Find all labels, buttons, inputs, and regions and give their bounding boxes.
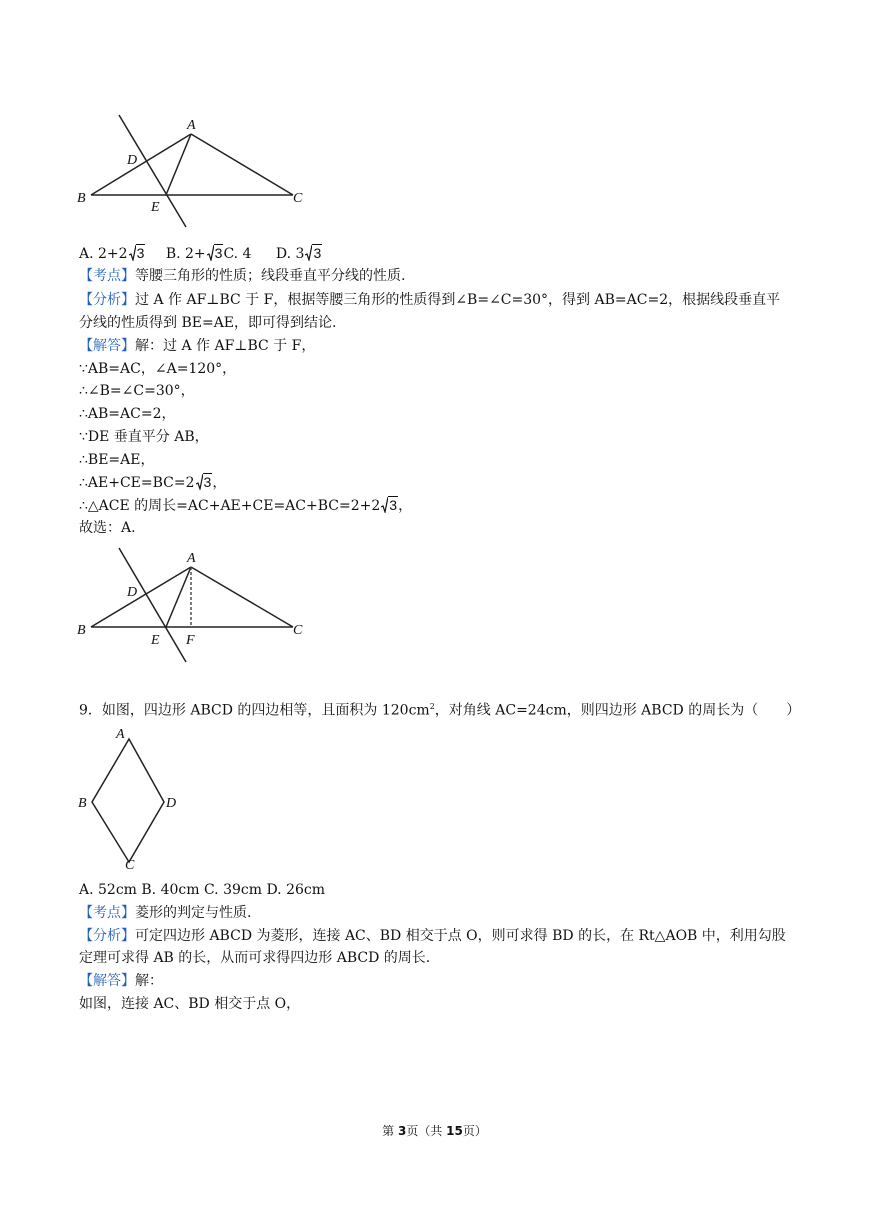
q9-jieda: 【解答】解：: [79, 973, 163, 989]
label-C: C: [125, 858, 135, 872]
label-A: A: [187, 551, 196, 566]
sqrt: 3: [129, 243, 146, 264]
q9-kaodian: 【考点】菱形的判定与性质.: [79, 905, 252, 921]
figure-triangle-2: [74, 545, 306, 667]
figure-triangle-1: [74, 112, 306, 232]
label-D: D: [127, 585, 138, 600]
page-footer: 第 3页（共 15页）: [382, 1124, 487, 1138]
q8-options: A. 2+2 3 B. 2+ 3C. 4 D. 3 3: [79, 245, 322, 262]
line-AB: [91, 134, 191, 195]
label-B: B: [77, 191, 86, 206]
q9-stem: 9．如图，四边形 ABCD 的四边相等，且面积为 $120cm^2$，对角线 AC=24cm，则四边形 ABCD 的周长为（ ）: [79, 702, 801, 719]
label-A: A: [116, 727, 125, 742]
label-C: C: [293, 623, 303, 638]
line-AE: [166, 567, 191, 627]
q8-fenxi-1: 【分析】过 A 作 AF⊥BC 于 F，根据等腰三角形的性质得到∠B=∠C=30°，得到 AB=AC=2，根据线段垂直平: [79, 292, 781, 308]
label-F: F: [186, 633, 195, 648]
rhombus-ABCD: [92, 739, 164, 862]
label-B: B: [78, 796, 87, 811]
label-E: E: [151, 633, 160, 648]
label-B: B: [77, 623, 86, 638]
figure-rhombus: [74, 724, 186, 872]
q8-step-5: ∴BE=AE，: [79, 452, 155, 468]
sqrt: 3: [196, 472, 213, 493]
q9-fenxi-2: 定理可求得 AB 的长，从而可求得四边形 ABCD 的周长.: [79, 950, 431, 966]
label-D: D: [127, 153, 138, 168]
label-A: A: [187, 118, 196, 133]
sqrt: 3: [207, 243, 224, 264]
q8-kaodian: 【考点】等腰三角形的性质；线段垂直平分线的性质.: [79, 268, 406, 284]
line-AC: [191, 567, 293, 627]
q8-step-7: ∴△ACE 的周长=AC+AE+CE=AC+BC=2+2 3，: [79, 497, 413, 514]
q8-step-2: ∴∠B=∠C=30°，: [79, 383, 195, 399]
q8-jieda: 【解答】解：过 A 作 AF⊥BC 于 F，: [79, 338, 316, 354]
q8-fenxi-2: 分线的性质得到 BE=AE，即可得到结论.: [79, 315, 337, 331]
label-D: D: [166, 796, 177, 811]
label-E: E: [151, 200, 160, 215]
q9-jieda-2: 如图，连接 AC、BD 相交于点 O，: [79, 996, 301, 1012]
q9-fenxi-1: 【分析】可定四边形 ABCD 为菱形，连接 AC、BD 相交于点 O，则可求得 BD 的长，在 Rt△AOB 中，利用勾股: [79, 928, 786, 944]
q8-step-4: ∵DE 垂直平分 AB，: [79, 429, 209, 445]
label-C: C: [293, 191, 303, 206]
line-AE: [166, 134, 191, 195]
q9-options: A. 52cm B. 40cm C. 39cm D. 26cm: [79, 882, 326, 898]
sqrt: 3: [305, 243, 322, 264]
line-AC: [191, 134, 293, 195]
line-AB: [91, 567, 191, 627]
q8-step-3: ∴AB=AC=2，: [79, 406, 176, 422]
q8-step-6: ∴AE+CE=BC=2 3，: [79, 474, 227, 491]
sqrt: 3: [381, 495, 398, 516]
q8-answer: 故选：A.: [79, 520, 136, 536]
q8-step-1: ∵AB=AC，∠A=120°，: [79, 361, 237, 377]
